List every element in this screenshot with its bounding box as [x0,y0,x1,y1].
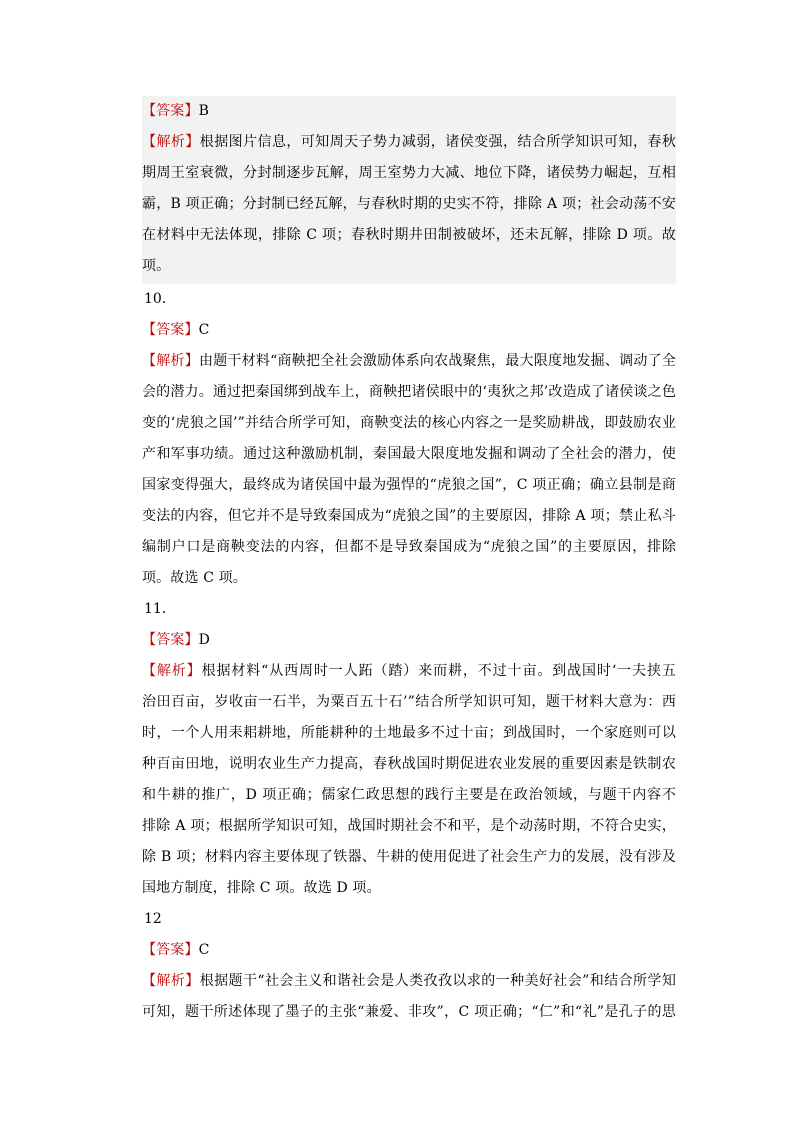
question-number: 12 [144,911,162,927]
analysis-line [142,966,676,997]
analysis-line: 在材料中无法体现，排除 C 项；春秋时期井田制被破坏，还未瓦解，排除 D 项。故 [142,227,676,243]
analysis-line: 产和军事功绩。通过这种激励机制，秦国最大限度地发掘和调动了全社会的潜力，使 [142,446,676,462]
analysis-text: 根据材料“从西周时一人跖（踏）来而耕，不过十亩。到战国时‘一夫挟五 [201,663,676,679]
analysis-line: 变法的内容，但它并不是导致秦国成为“虎狼之国”的主要原因，排除 A 项；禁止私斗 [142,508,676,524]
analysis-line: 种百亩田地，说明农业生产力提高，春秋战国时期促进农业发展的重要因素是铁制农 [142,756,676,772]
answer-line [142,935,676,966]
answer-line [142,625,676,656]
analysis-tag: 【解析】 [142,663,202,679]
answer-block-12 [142,904,676,1028]
analysis-line [142,656,676,687]
answer-block-11 [142,594,676,904]
analysis-text: 根据图片信息，可知周天子势力减弱，诸侯变强，结合所学知识可知，春秋 [199,134,676,150]
analysis-line: 项。 [142,258,171,274]
analysis-line: 可知，题干所述体现了墨子的主张“兼爱、非攻”，C 项正确；“仁”和“礼”是孔子的思 [142,1004,676,1020]
analysis-line: 国家变得强大，最终成为诸侯国中最为强悍的“虎狼之国”，C 项正确；确立县制是商 [142,477,676,493]
analysis-tag: 【解析】 [142,353,199,369]
analysis-tag: 【解析】 [142,973,200,989]
analysis-line: 时，一个人用耒耜耕地，所能耕种的土地最多不过十亩；到战国时，一个家庭则可以 [142,725,676,741]
analysis-line: 霸，B 项正确；分封制已经瓦解，与春秋时期的史实不符，排除 A 项；社会动荡不安 [142,196,676,212]
analysis-line: 会的潜力。通过把秦国绑到战车上，商鞅把诸侯眼中的‘夷狄之邦’改造成了诸侯谈之色 [142,384,676,400]
answer-value: C [198,322,210,338]
answer-block-9 [142,96,676,284]
question-number: 10． [144,291,176,307]
analysis-line: 治田百亩，岁收亩一石半，为粟百五十石’”结合所学知识可知，题干材料大意为：西 [142,694,676,710]
answer-value: C [198,942,210,958]
analysis-line: 排除 A 项；根据所学知识可知，战国时期社会不和平，是个动荡时期，不符合史实， [142,818,676,834]
analysis-line: 除 B 项；材料内容主要体现了铁器、牛耕的使用促进了社会生产力的发展，没有涉及 [142,849,676,865]
answer-tag: 【答案】 [142,632,199,648]
answer-value: B [198,103,210,119]
answer-line [142,315,676,346]
answer-tag: 【答案】 [142,942,199,958]
analysis-line: 编制户口是商鞅变法的内容，但都不是导致秦国成为“虎狼之国”的主要原因，排除 [142,539,676,555]
answer-line [142,96,676,127]
answer-tag: 【答案】 [142,103,199,119]
analysis-line [142,127,676,158]
answer-block-10 [142,284,676,594]
analysis-line: 项。故选 C 项。 [142,570,247,586]
analysis-text: 根据题干“社会主义和谐社会是人类孜孜以求的一种美好社会”和结合所学知 [199,973,676,989]
analysis-line [142,346,676,377]
answer-tag: 【答案】 [142,322,199,338]
analysis-line: 期周王室衰微，分封制逐步瓦解，周王室势力大减、地位下降，诸侯势力崛起，互相 [142,165,676,181]
analysis-tag: 【解析】 [142,134,200,150]
analysis-line: 和牛耕的推广，D 项正确；儒家仁政思想的践行主要是在政治领域，与题干内容不 [142,787,676,803]
question-number: 11． [144,601,176,617]
analysis-line: 国地方制度，排除 C 项。故选 D 项。 [142,880,381,896]
answer-value: D [198,632,210,648]
analysis-text: 由题干材料“商鞅把全社会激励体系向农战聚焦，最大限度地发掘、调动了全 [198,353,676,369]
analysis-line: 变的‘虎狼之国’”并结合所学可知，商鞅变法的核心内容之一是奖励耕战，即鼓励农业 [142,415,676,431]
answer-content [142,96,676,1028]
